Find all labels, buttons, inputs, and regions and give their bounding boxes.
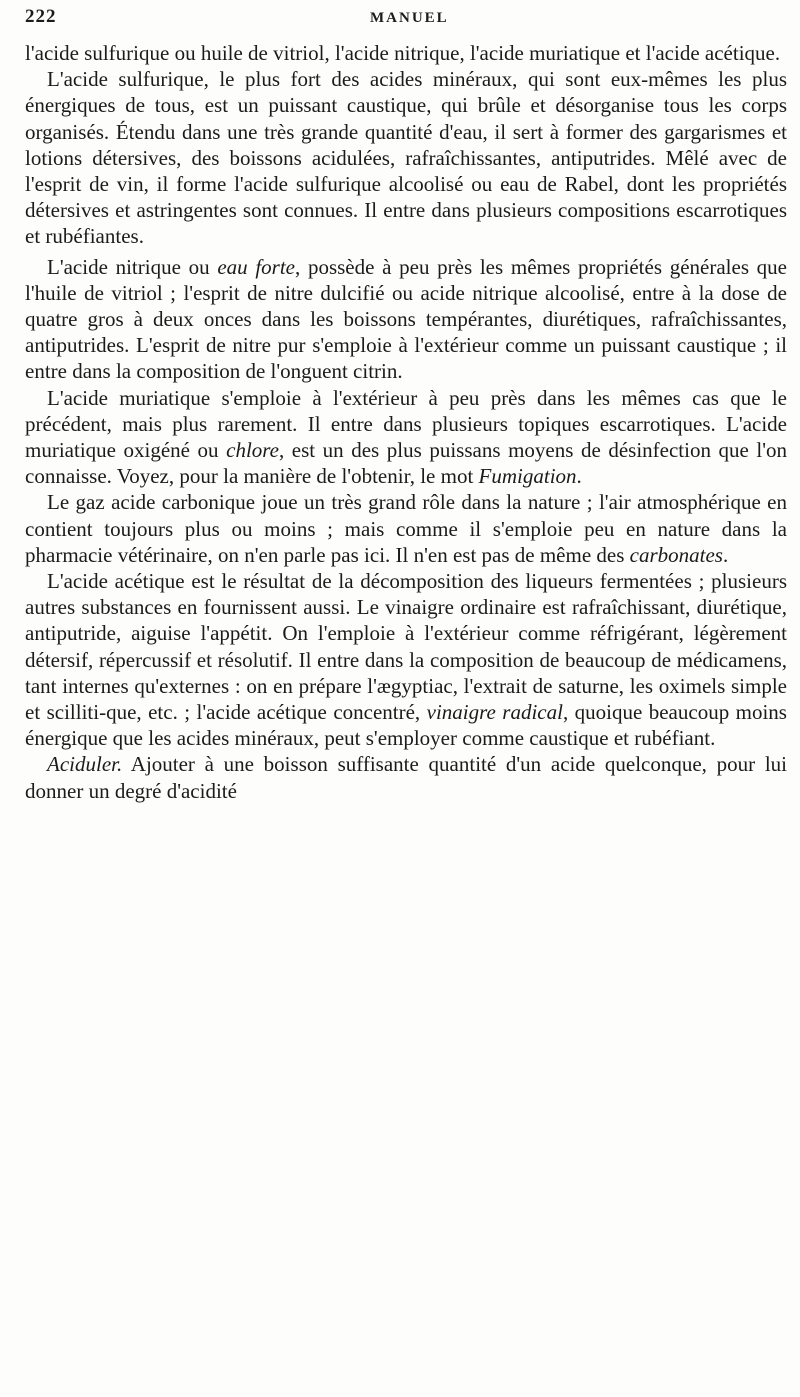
paragraph-text: , possède à peu près les mêmes propriétés générales que l'huile de vitriol ; l'esprit de nitre dulcifié ou acide nitrique alcoolisé, entre à la dose de quatre gros à deux onces dans les boissons tempérantes, diurétiques, rafraîchissantes, antiputrides. L'esprit de nitre pur s'emploie à l'extérieur comme un puissant caustique ; il entre dans la composition de l'onguent citrin.	[25, 254, 788, 384]
paragraph-text: L'acide muriatique s'emploie à l'extérieur à peu près dans les mêmes cas que le précédent, mais plus rarement. Il entre dans plusieurs topiques escarrotiques. L'acide muriatique oxigéné ou	[25, 385, 787, 463]
paragraph-sulfuric-acid	[25, 66, 787, 249]
paragraph-nitric-acid	[25, 254, 787, 385]
paragraph-text: .	[576, 464, 582, 489]
paragraph-text: .	[722, 542, 729, 567]
paragraph-text: L'acide acétique est le résultat de la décomposition des liqueurs fermentées ; plusieurs autres substances en fournissent aussi. Le vinaigre ordinaire est rafraîchissant, diurétique, antiputride, aiguise l'appétit. On l'emploie à l'extérieur comme réfrigérant, légèrement détersif, répercussif et résolutif. Il entre dans la composition de beaucoup de médicamens, tant internes qu'externes : on en prépare l'ægyptiac, l'extrait de saturne, les oximels simple et scilliti-que, etc. ; l'acide acétique concentré,	[25, 569, 787, 725]
paragraph-text: L'acide nitrique ou	[47, 254, 218, 279]
paragraph-aciduler	[25, 751, 787, 803]
paragraph-carbonic-acid	[25, 489, 787, 568]
paragraph-text: Ajouter à une boisson suffisante quantité d'un acide quelconque, pour lui donner un degré d'acidité	[25, 752, 787, 803]
paragraph-text: , est un des plus puissans moyens de désinfection que l'on connaisse. Voyez, pour la manière de l'obtenir, le mot	[25, 438, 788, 489]
paragraph-muriatic-acid	[25, 385, 787, 490]
paragraph-acetic-acid	[25, 568, 787, 751]
body-text	[25, 40, 787, 804]
running-head: MANUEL	[370, 10, 449, 26]
paragraph-text: , quoique beaucoup moins énergique que les acides minéraux, peut s'employer comme caustique et rubéfiant.	[25, 700, 787, 751]
italic-term: carbonates	[629, 542, 723, 567]
page-header	[25, 6, 785, 32]
paragraph-text: L'acide sulfurique, le plus fort des acides minéraux, qui sont eux-mêmes les plus énergiques de tous, est un puissant caustique, qui brûle et désorganise tous les corps organisés. Étendu dans une très grande quantité d'eau, il sert à former des gargarismes et lotions détersives, des boissons acidulées, rafraîchissantes, antiputrides. Mêlé avec de l'esprit de vin, il forme l'acide sulfurique alcoolisé ou eau de Rabel, dont les propriétés détersives et astringentes sont connues. Il entre dans plusieurs compositions escarrotiques et rubéfiantes.	[25, 67, 787, 249]
italic-term: chlore	[226, 438, 279, 463]
page-number: 222	[25, 6, 57, 27]
paragraph-continuation	[25, 40, 787, 66]
italic-term: Fumigation	[478, 464, 577, 489]
paragraph-text: Le gaz acide carbonique joue un très grand rôle dans la nature ; l'air atmosphérique en contient toujours plus ou moins ; mais comme il s'emploie peu en nature dans la pharmacie vétérinaire, on n'en parle pas ici. Il n'en est pas de même des	[25, 490, 787, 567]
italic-term: eau forte	[217, 254, 295, 279]
paragraph-text: l'acide sulfurique ou huile de vitriol, l'acide nitrique, l'acide muriatique et l'acide acétique.	[25, 41, 781, 65]
italic-term: Aciduler.	[47, 752, 123, 777]
italic-term: vinaigre radical	[426, 700, 563, 725]
